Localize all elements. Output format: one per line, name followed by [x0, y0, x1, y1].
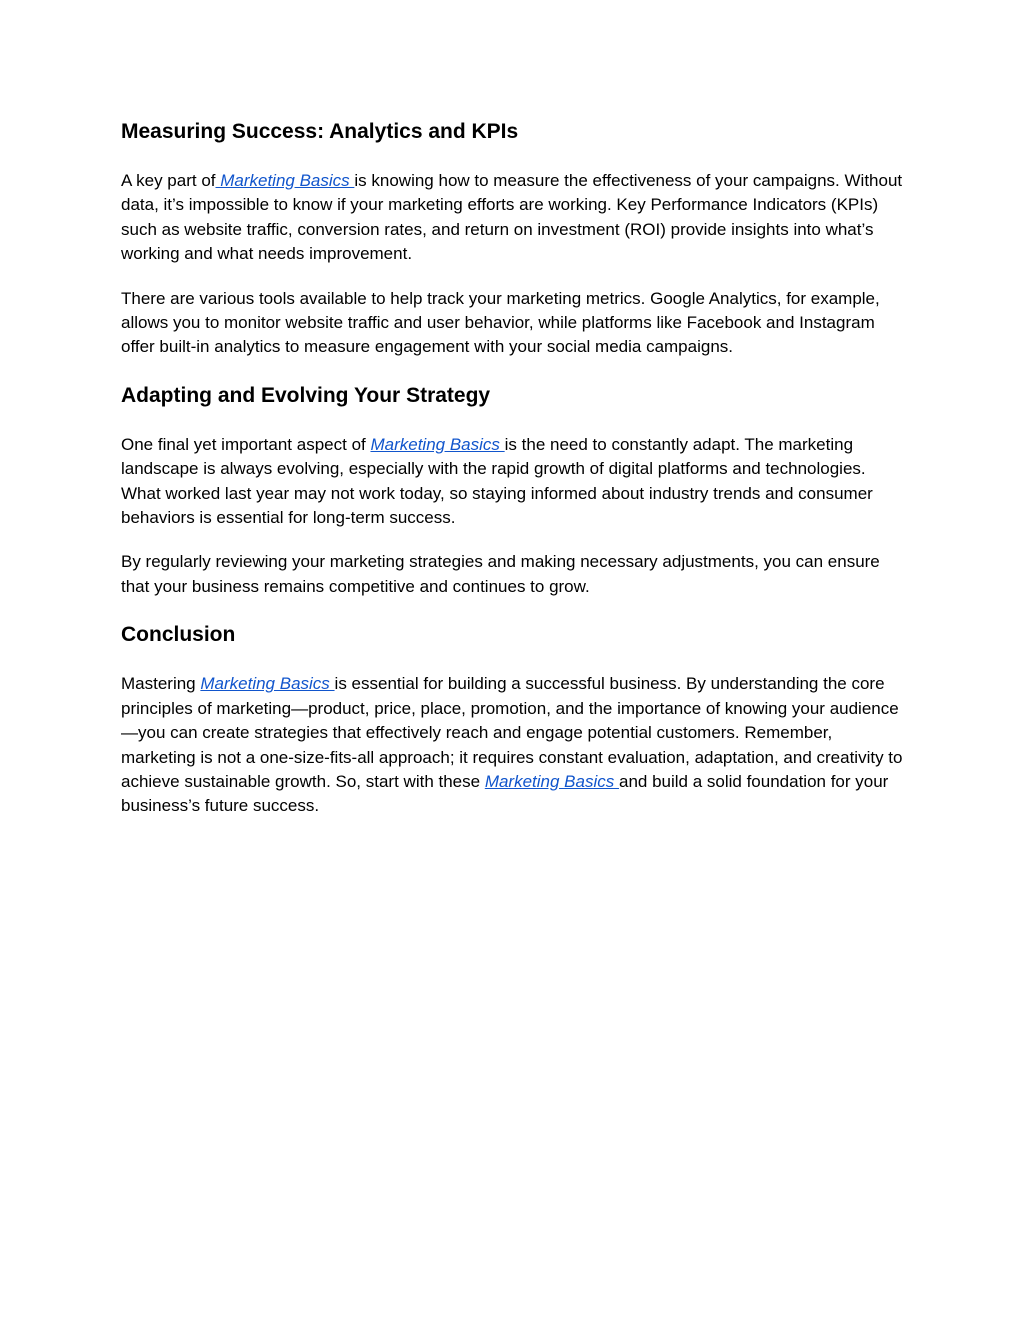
- paragraph-conclusion: [121, 672, 906, 818]
- paragraph-reviewing: By regularly reviewing your marketing strategies and making necessary adjustments, you can ensure that your business remains competitive and continues to grow.: [121, 552, 880, 596]
- section-heading-adapting-strategy: Adapting and Evolving Your Strategy: [121, 383, 491, 407]
- paragraph-adapt: [121, 433, 906, 531]
- marketing-basics-link[interactable]: Marketing Basics: [200, 674, 335, 694]
- document-body: [121, 118, 906, 819]
- marketing-basics-link[interactable]: Marketing Basics: [484, 771, 619, 791]
- marketing-basics-link[interactable]: Marketing Basics: [215, 171, 355, 190]
- paragraph-text: is essential for building a successful business. By understanding the core principles of marketing—product, price, place, promotion, and the importance of knowing your audience—you can create strategies that effectively reach and engage potential customers. Remember, marketing is not a one-size-fits-all approach; it requires constant evaluation, adaptation, and creativity to achieve sustainable growth. So, start with these: [121, 674, 903, 791]
- section-heading-measuring-success: Measuring Success: Analytics and KPIs: [121, 120, 519, 143]
- paragraph-text: One final yet important aspect of: [121, 434, 371, 454]
- paragraph-text: and build a solid foundation for your business’s future success.: [121, 771, 889, 816]
- paragraph-text: Mastering: [121, 674, 201, 694]
- paragraph-text: is knowing how to measure the effectiveness of your campaigns. Without data, it’s impossible to know if your marketing efforts are working. Key Performance Indicators (KPIs) such as website traffic, conversion rates, and return on investment (ROI) provide insights into what’s working and what needs improvement.: [121, 171, 903, 264]
- paragraph-text: A key part of: [121, 171, 216, 190]
- paragraph-kpis-intro: [121, 169, 906, 267]
- section-heading-conclusion: Conclusion: [121, 623, 236, 647]
- paragraph-text: is the need to constantly adapt. The marketing landscape is always evolving, especially with the rapid growth of digital platforms and technologies. What worked last year may not work today, so staying informed about industry trends and consumer behaviors is essential for long-term success.: [121, 434, 873, 528]
- marketing-basics-link[interactable]: Marketing Basics: [370, 434, 505, 454]
- paragraph-analytics-tools: There are various tools available to help track your marketing metrics. Google Analytics, for example, allows you to monitor website traffic and user behavior, while platforms like Facebook and Instagram offer built-in analytics to measure engagement with your social media campaigns.: [121, 288, 880, 357]
